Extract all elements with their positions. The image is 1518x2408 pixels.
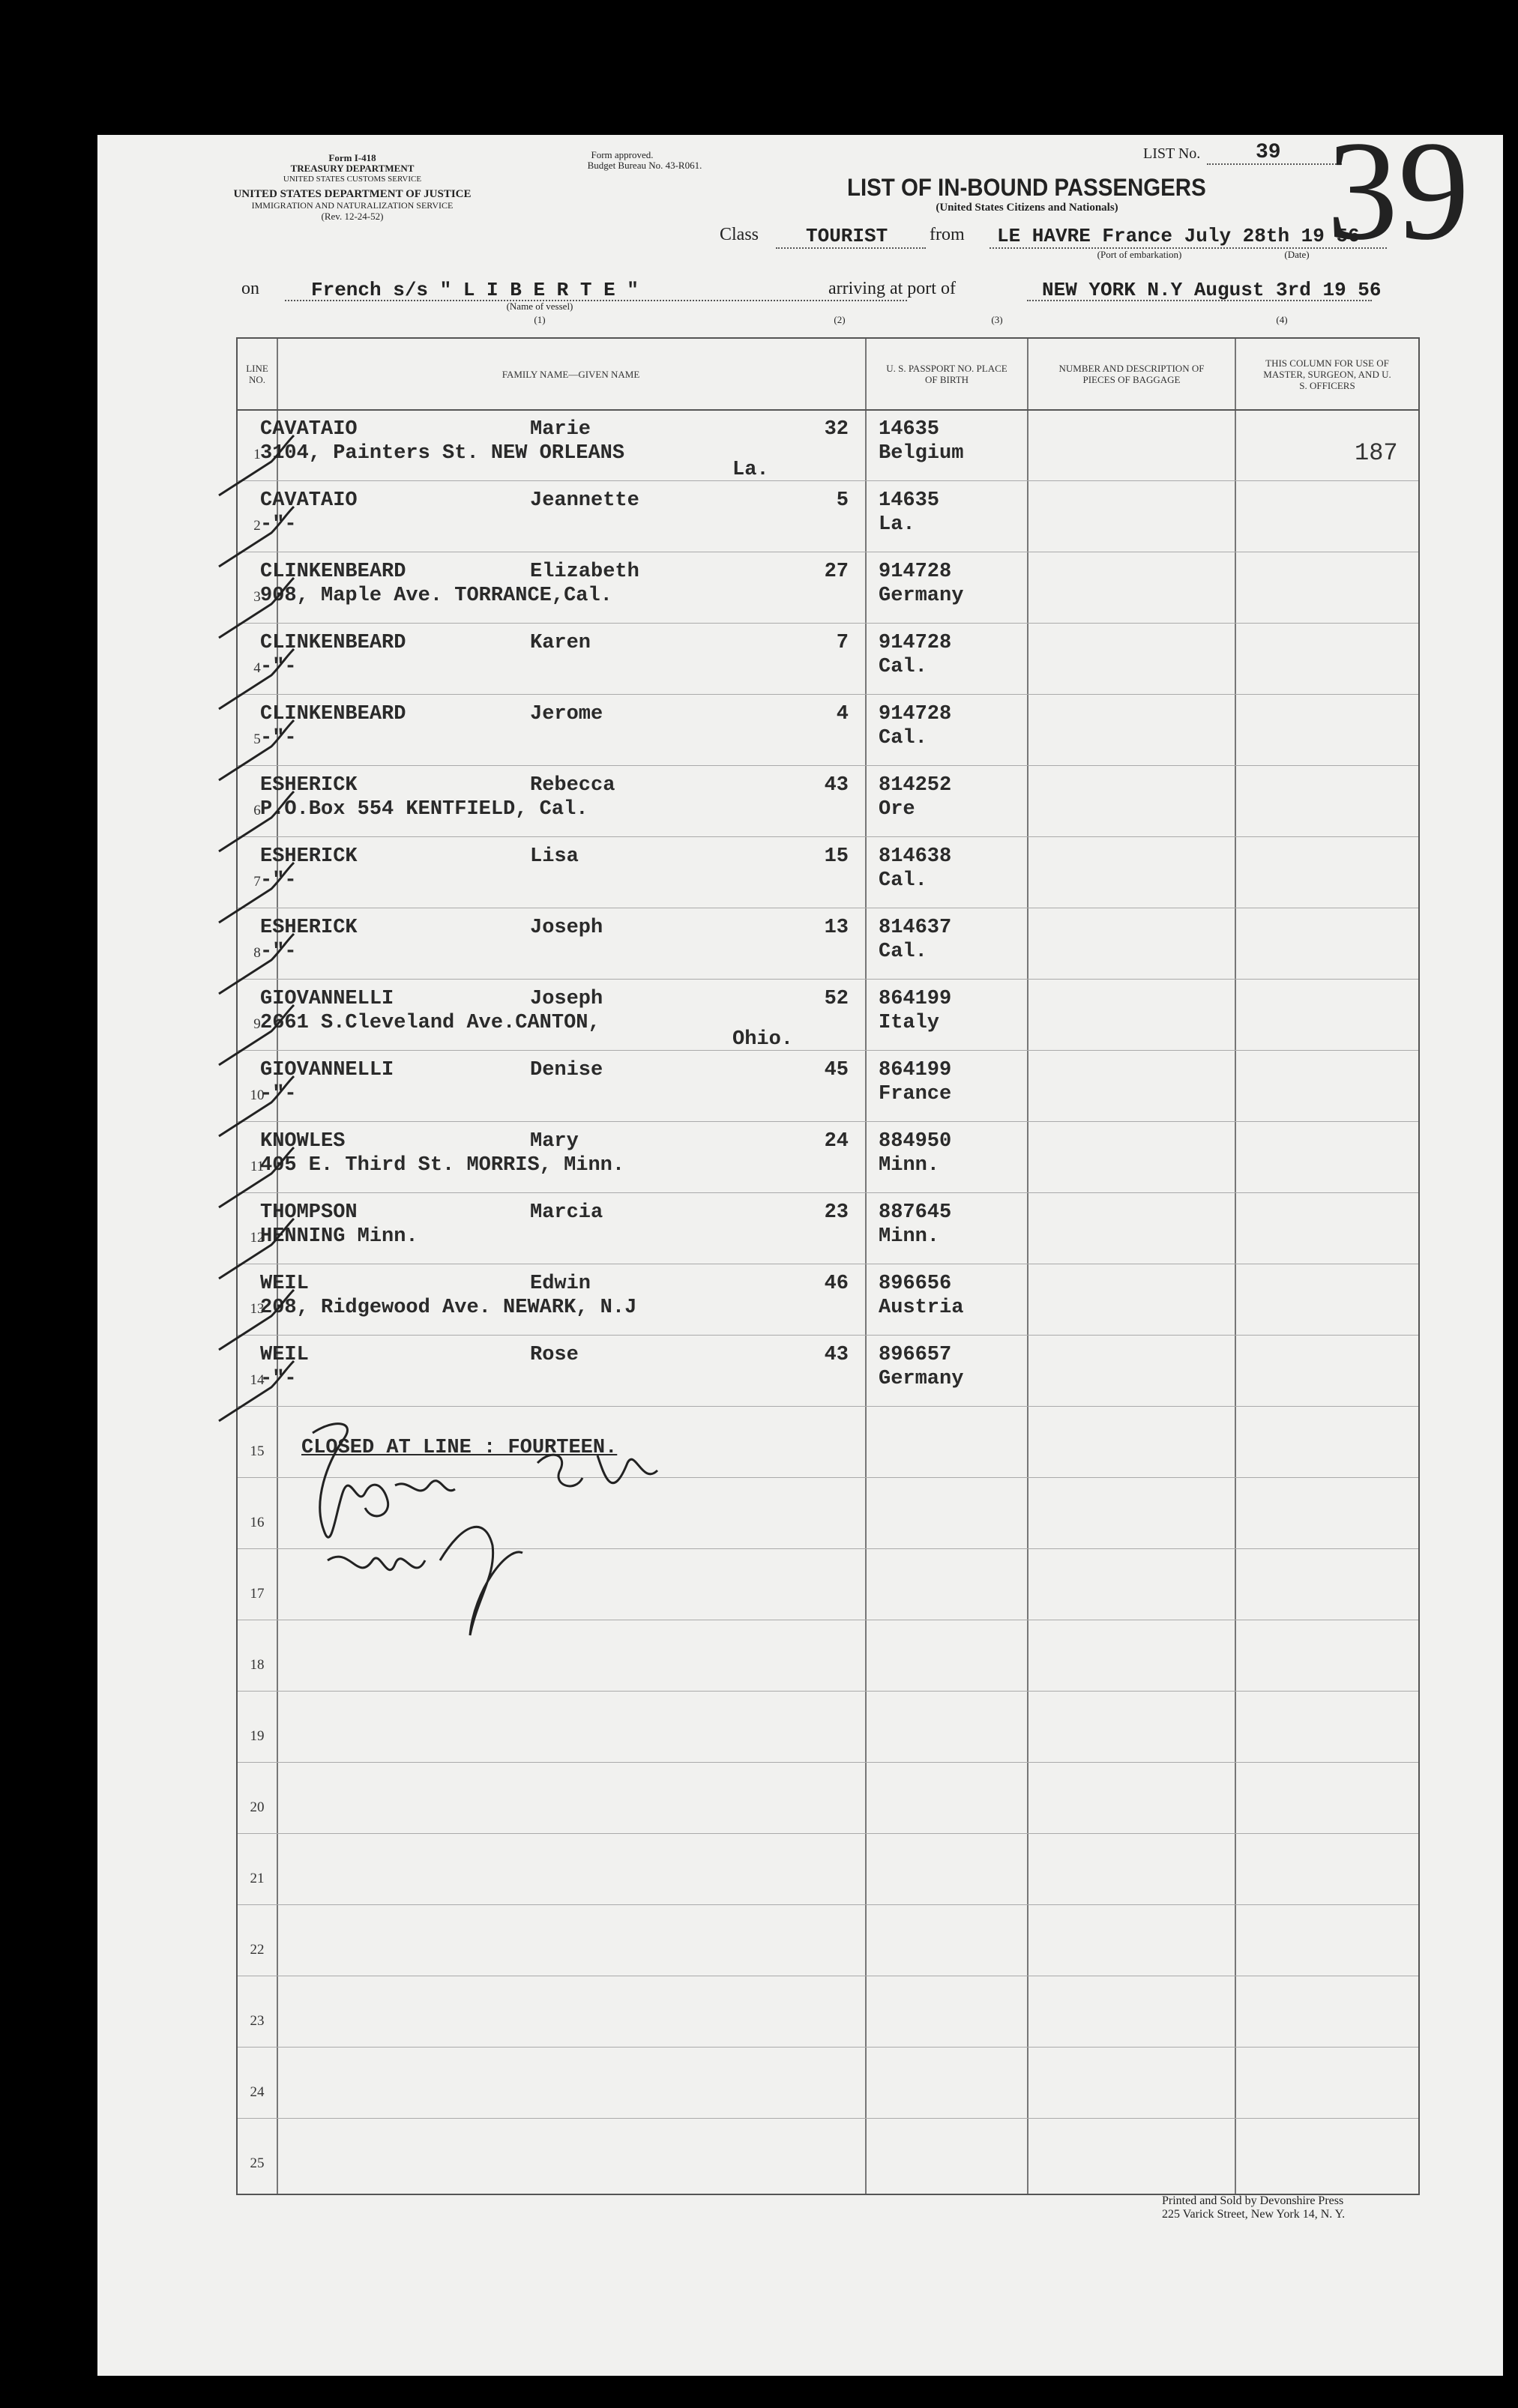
passenger-given-name: Denise <box>530 1059 603 1081</box>
passenger-address: P.O.Box 554 KENTFIELD, Cal. <box>260 798 588 821</box>
port-embarkation-label: (Port of embarkation) <box>1097 249 1182 260</box>
row-divider <box>238 480 1418 481</box>
column-divider <box>1027 339 1028 2194</box>
passenger-family-name: WEIL <box>260 1273 309 1295</box>
class-value: TOURIST <box>806 225 888 247</box>
passenger-family-name: GIOVANNELLI <box>260 988 394 1010</box>
passenger-address: 908, Maple Ave. TORRANCE,Cal. <box>260 585 612 607</box>
page-title: LIST OF IN-BOUND PASSENGERS <box>847 174 1206 201</box>
passenger-family-name: CAVATAIO <box>260 418 358 441</box>
passenger-address-line-2: Ohio. <box>732 1028 794 1051</box>
passenger-given-name: Rebecca <box>530 774 615 797</box>
arriving-label: arriving at port of <box>828 279 956 298</box>
passenger-given-name: Karen <box>530 632 591 654</box>
vessel-label: (Name of vessel) <box>506 301 573 312</box>
passenger-given-name: Jeannette <box>530 489 639 512</box>
place-of-birth: Minn. <box>879 1154 940 1177</box>
column-header-line-no: LINE NO. <box>246 363 268 385</box>
column-3-number: (3) <box>991 314 1003 325</box>
ins-label: IMMIGRATION AND NATURALIZATION SERVICE <box>251 200 454 211</box>
place-of-birth: France <box>879 1083 952 1105</box>
passport-number: 864199 <box>879 1059 952 1081</box>
row-divider <box>238 1904 1418 1905</box>
passenger-address: 2661 S.Cleveland Ave.CANTON, <box>260 1012 600 1034</box>
passenger-age: 52 <box>824 988 849 1010</box>
place-of-birth: Cal. <box>879 941 927 963</box>
passenger-family-name: GIOVANNELLI <box>260 1059 394 1081</box>
passport-number: 914728 <box>879 561 952 583</box>
passenger-table <box>236 337 1420 2195</box>
column-1-number: (1) <box>534 314 546 325</box>
passenger-address: -"- <box>260 869 297 892</box>
arrival-line <box>1027 300 1372 301</box>
from-value: LE HAVRE France July 28th 19 56 <box>997 225 1360 247</box>
passport-number: 14635 <box>879 418 940 441</box>
passenger-address: -"- <box>260 727 297 749</box>
officer-note: 187 <box>1355 439 1398 467</box>
passenger-given-name: Joseph <box>530 988 603 1010</box>
line-number: 14 <box>250 1372 265 1388</box>
passenger-age: 46 <box>824 1273 849 1295</box>
place-of-birth: Italy <box>879 1012 940 1034</box>
budget-bureau: Budget Bureau No. 43-R061. <box>587 160 702 171</box>
column-divider <box>1235 339 1236 2194</box>
passenger-given-name: Marie <box>530 418 591 441</box>
line-number: 17 <box>250 1586 265 1602</box>
passenger-address: -"- <box>260 1083 297 1105</box>
row-divider <box>238 979 1418 980</box>
passenger-given-name: Rose <box>530 1344 579 1366</box>
class-label: Class <box>720 225 759 244</box>
passenger-given-name: Marcia <box>530 1201 603 1224</box>
passenger-family-name: KNOWLES <box>260 1130 346 1153</box>
row-divider <box>238 623 1418 624</box>
place-of-birth: Belgium <box>879 442 964 465</box>
passenger-age: 45 <box>824 1059 849 1081</box>
passport-number: 814637 <box>879 917 952 939</box>
line-number: 7 <box>253 874 261 890</box>
place-of-birth: Minn. <box>879 1225 940 1248</box>
column-header-officers: THIS COLUMN FOR USE OF MASTER, SURGEON, AND U. S. OFFICERS <box>1263 357 1391 391</box>
page-subtitle: (United States Citizens and Nationals) <box>936 202 1118 214</box>
row-divider <box>238 2047 1418 2048</box>
place-of-birth: Ore <box>879 798 915 821</box>
passenger-given-name: Edwin <box>530 1273 591 1295</box>
column-header-name: FAMILY NAME—GIVEN NAME <box>502 368 640 380</box>
class-line <box>776 247 926 249</box>
handwritten-signature <box>283 1410 732 1650</box>
passport-number: 14635 <box>879 489 940 512</box>
passenger-age: 32 <box>824 418 849 441</box>
row-divider <box>238 694 1418 695</box>
line-number: 1 <box>253 447 261 462</box>
passenger-address: -"- <box>260 941 297 963</box>
passenger-address: -"- <box>260 513 297 536</box>
line-number: 9 <box>253 1016 261 1032</box>
passenger-address-line-2: La. <box>732 459 769 481</box>
line-number: 6 <box>253 803 261 818</box>
from-label: from <box>930 225 965 244</box>
passenger-given-name: Joseph <box>530 917 603 939</box>
treasury-label: TREASURY DEPARTMENT <box>290 163 415 174</box>
line-number: 3 <box>253 589 261 605</box>
line-number: 4 <box>253 660 261 676</box>
passenger-age: 24 <box>824 1130 849 1153</box>
passenger-family-name: ESHERICK <box>260 774 358 797</box>
passenger-given-name: Elizabeth <box>530 561 639 583</box>
revision-label: (Rev. 12-24-52) <box>321 211 384 222</box>
form-number: Form I-418 <box>328 152 376 163</box>
vessel-name: French s/s " L I B E R T E " <box>311 279 639 301</box>
row-divider <box>238 836 1418 837</box>
passenger-family-name: CLINKENBEARD <box>260 561 406 583</box>
passenger-family-name: ESHERICK <box>260 845 358 868</box>
line-number: 2 <box>253 518 261 534</box>
line-number: 23 <box>250 2013 265 2029</box>
passport-number: 896656 <box>879 1273 952 1295</box>
row-divider <box>238 1050 1418 1051</box>
passenger-family-name: ESHERICK <box>260 917 358 939</box>
passenger-given-name: Lisa <box>530 845 579 868</box>
passenger-family-name: THOMPSON <box>260 1201 358 1224</box>
big-list-number: 39 <box>1327 112 1469 270</box>
row-divider <box>238 1833 1418 1834</box>
place-of-birth: Cal. <box>879 869 927 892</box>
printer-line-2: 225 Varick Street, New York 14, N. Y. <box>1162 2208 1346 2221</box>
place-of-birth: Austria <box>879 1297 964 1319</box>
manifest-page <box>97 112 1503 2376</box>
passport-number: 814638 <box>879 845 952 868</box>
passenger-age: 15 <box>824 845 849 868</box>
line-number: 5 <box>253 731 261 747</box>
line-number: 18 <box>250 1657 265 1673</box>
justice-label: UNITED STATES DEPARTMENT OF JUSTICE <box>233 188 472 200</box>
column-4-number: (4) <box>1276 314 1288 325</box>
passenger-age: 27 <box>824 561 849 583</box>
passenger-age: 13 <box>824 917 849 939</box>
passenger-age: 7 <box>836 632 849 654</box>
header-divider <box>238 409 1418 411</box>
passport-number: 914728 <box>879 632 952 654</box>
passport-number: 814252 <box>879 774 952 797</box>
form-approved: Form approved. <box>591 149 654 160</box>
place-of-birth: La. <box>879 513 915 536</box>
place-of-birth: Cal. <box>879 656 927 678</box>
line-number: 15 <box>250 1443 265 1459</box>
line-number: 19 <box>250 1728 265 1744</box>
row-divider <box>238 1691 1418 1692</box>
line-number: 20 <box>250 1799 265 1815</box>
column-header-passport: U. S. PASSPORT NO. PLACE OF BIRTH <box>886 363 1008 385</box>
passenger-age: 43 <box>824 774 849 797</box>
row-divider <box>238 1762 1418 1763</box>
passenger-age: 23 <box>824 1201 849 1224</box>
passenger-family-name: WEIL <box>260 1344 309 1366</box>
passenger-address: 405 E. Third St. MORRIS, Minn. <box>260 1154 625 1177</box>
place-of-birth: Germany <box>879 585 964 607</box>
from-line <box>990 247 1387 249</box>
passenger-age: 43 <box>824 1344 849 1366</box>
passenger-address: -"- <box>260 1368 297 1390</box>
passenger-family-name: CLINKENBEARD <box>260 632 406 654</box>
row-divider <box>238 2118 1418 2119</box>
row-divider <box>238 1335 1418 1336</box>
line-number: 10 <box>250 1087 265 1103</box>
list-no-line <box>1207 163 1342 165</box>
passenger-address: HENNING Minn. <box>260 1225 418 1248</box>
row-divider <box>238 1192 1418 1193</box>
passenger-age: 4 <box>836 703 849 725</box>
arrival-value: NEW YORK N.Y August 3rd 19 56 <box>1042 279 1382 301</box>
line-number: 21 <box>250 1871 265 1886</box>
printer-line-1: Printed and Sold by Devonshire Press <box>1162 2194 1344 2207</box>
passenger-family-name: CLINKENBEARD <box>260 703 406 725</box>
passenger-address: -"- <box>260 656 297 678</box>
row-divider <box>238 765 1418 766</box>
on-label: on <box>241 279 259 298</box>
line-number: 11 <box>250 1159 265 1174</box>
list-no-value: 39 <box>1256 141 1281 164</box>
list-no-label: LIST No. <box>1143 145 1201 162</box>
passport-number: 887645 <box>879 1201 952 1224</box>
line-number: 12 <box>250 1230 265 1246</box>
passport-number: 864199 <box>879 988 952 1010</box>
line-number: 13 <box>250 1301 265 1317</box>
passport-number: 884950 <box>879 1130 952 1153</box>
line-number: 22 <box>250 1942 265 1958</box>
passenger-address: 3104, Painters St. NEW ORLEANS <box>260 442 625 465</box>
row-divider <box>238 1406 1418 1407</box>
closed-at-line-note: CLOSED AT LINE : FOURTEEN. <box>301 1437 618 1459</box>
passenger-given-name: Mary <box>530 1130 579 1153</box>
place-of-birth: Cal. <box>879 727 927 749</box>
date-label: (Date) <box>1284 249 1310 260</box>
line-number: 25 <box>250 2155 265 2171</box>
line-number: 24 <box>250 2084 265 2100</box>
column-divider <box>865 339 867 2194</box>
passenger-age: 5 <box>836 489 849 512</box>
place-of-birth: Germany <box>879 1368 964 1390</box>
passenger-given-name: Jerome <box>530 703 603 725</box>
column-2-number: (2) <box>834 314 846 325</box>
passport-number: 896657 <box>879 1344 952 1366</box>
column-header-baggage: NUMBER AND DESCRIPTION OF PIECES OF BAGGAGE <box>1058 363 1205 385</box>
passenger-address: 208, Ridgewood Ave. NEWARK, N.J <box>260 1297 637 1319</box>
customs-label: UNITED STATES CUSTOMS SERVICE <box>283 175 422 184</box>
row-divider <box>238 1121 1418 1122</box>
line-number: 8 <box>253 945 261 961</box>
line-number: 16 <box>250 1515 265 1530</box>
passport-number: 914728 <box>879 703 952 725</box>
passenger-family-name: CAVATAIO <box>260 489 358 512</box>
